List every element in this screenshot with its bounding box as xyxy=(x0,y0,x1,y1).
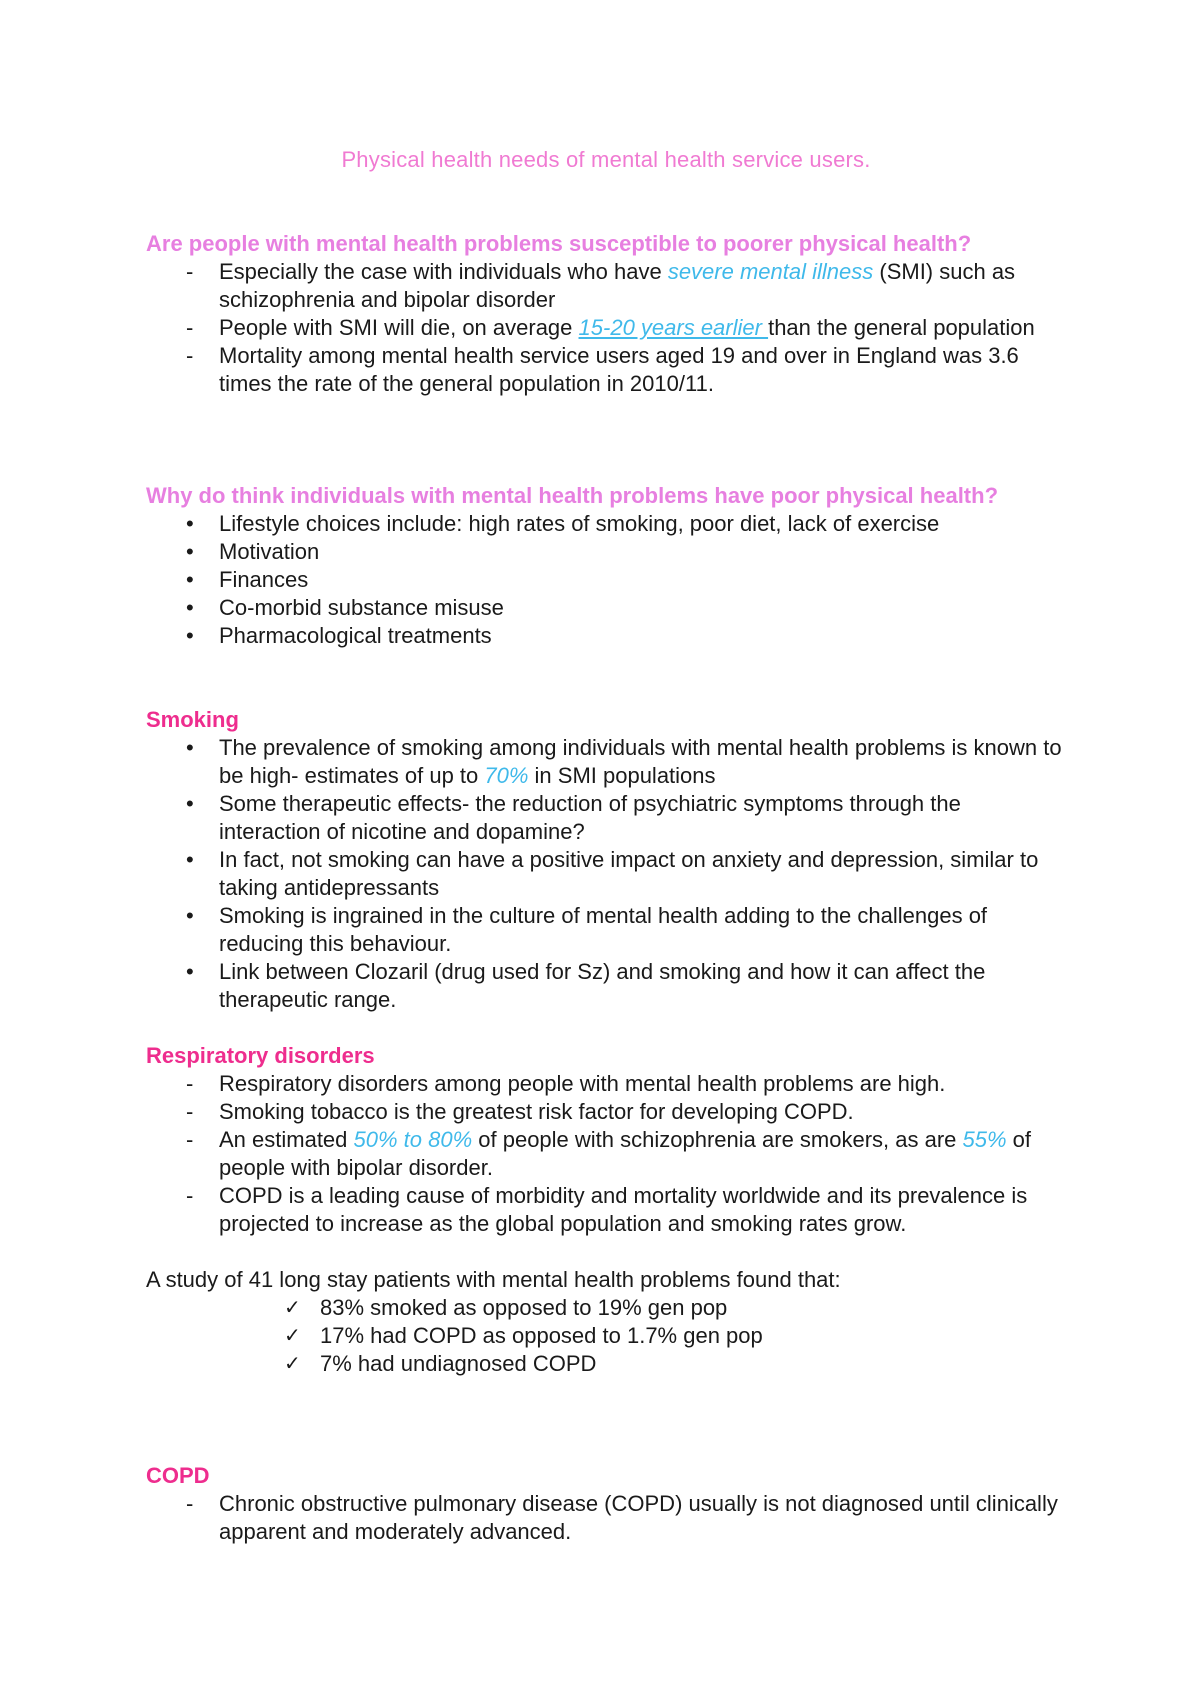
item-text: An estimated xyxy=(219,1127,354,1152)
list-item xyxy=(146,258,1066,314)
list-item xyxy=(146,622,1066,650)
checklist xyxy=(146,1294,1066,1378)
list-item xyxy=(146,566,1066,594)
list-item xyxy=(146,1350,1066,1378)
list-item xyxy=(146,314,1066,342)
highlight-text: 70% xyxy=(484,763,529,788)
item-text: Some therapeutic effects- the reduction of psychiatric symptoms through the interaction of nicotine and dopamine? xyxy=(219,791,961,844)
bullet-marker: • xyxy=(186,903,194,928)
section-heading: COPD xyxy=(146,1463,210,1488)
bullet-marker: • xyxy=(186,847,194,872)
list-item xyxy=(146,958,1066,1014)
dash-marker: - xyxy=(186,1071,194,1096)
item-text: Smoking is ingrained in the culture of mental health adding to the challenges of reducing this behaviour. xyxy=(219,903,988,956)
section-heading: Smoking xyxy=(146,707,239,732)
item-text: Co-morbid substance misuse xyxy=(219,595,504,620)
item-text: 17% had COPD as opposed to 1.7% gen pop xyxy=(320,1323,763,1348)
item-text: Lifestyle choices include: high rates of smoking, poor diet, lack of exercise xyxy=(219,511,940,536)
dash-marker: - xyxy=(186,1127,194,1152)
list-item xyxy=(146,342,1066,398)
document-title: Physical health needs of mental health service users. xyxy=(341,147,871,172)
item-text: Mortality among mental health service users aged 19 and over in England was 3.6 times the rate of the general population in 2010/11. xyxy=(219,343,1019,396)
list-item xyxy=(146,1322,1066,1350)
item-text: Motivation xyxy=(219,539,320,564)
dash-marker: - xyxy=(186,343,194,368)
section-copd xyxy=(146,1462,1066,1546)
section-susceptibility xyxy=(146,230,1066,398)
item-text: Smoking tobacco is the greatest risk factor for developing COPD. xyxy=(219,1099,854,1124)
item-text: Especially the case with individuals who have xyxy=(219,259,668,284)
bullet-marker: • xyxy=(186,959,194,984)
check-icon: ✓ xyxy=(284,1297,301,1319)
section-heading: Respiratory disorders xyxy=(146,1043,375,1068)
item-text: Link between Clozaril (drug used for Sz) and smoking and how it can affect the therapeutic range. xyxy=(219,959,986,1012)
item-text: COPD is a leading cause of morbidity and mortality worldwide and its prevalence is projected to increase as the global population and smoking rates grow. xyxy=(219,1183,1028,1236)
bullet-marker: • xyxy=(186,623,194,648)
section-heading: Why do think individuals with mental health problems have poor physical health? xyxy=(146,483,999,508)
dash-marker: - xyxy=(186,259,194,284)
bullet-marker: • xyxy=(186,595,194,620)
item-text: People with SMI will die, on average xyxy=(219,315,579,340)
bullet-marker: • xyxy=(186,539,194,564)
item-text: 83% smoked as opposed to 19% gen pop xyxy=(320,1295,728,1320)
list-item xyxy=(146,538,1066,566)
item-text: of people with schizophrenia are smokers, as are xyxy=(472,1127,963,1152)
list-item xyxy=(146,1182,1066,1238)
item-text: (SMI) such as schizophrenia and bipolar disorder xyxy=(219,259,1016,312)
highlight-text: 55% xyxy=(962,1127,1007,1152)
item-text: than the general population xyxy=(768,315,1035,340)
dash-marker: - xyxy=(186,315,194,340)
list-item xyxy=(146,1070,1066,1098)
bullet-list xyxy=(146,734,1066,1014)
list-item xyxy=(146,734,1066,790)
list-item xyxy=(146,846,1066,902)
list-item xyxy=(146,1126,1066,1182)
dash-list xyxy=(146,1490,1066,1546)
study-intro: A study of 41 long stay patients with mental health problems found that: xyxy=(146,1267,841,1292)
check-icon: ✓ xyxy=(284,1353,301,1375)
list-item xyxy=(146,1294,1066,1322)
bullet-marker: • xyxy=(186,511,194,536)
item-text: Respiratory disorders among people with mental health problems are high. xyxy=(219,1071,946,1096)
item-text: 7% had undiagnosed COPD xyxy=(320,1351,597,1376)
item-text: in SMI populations xyxy=(528,763,716,788)
item-text: Pharmacological treatments xyxy=(219,623,492,648)
check-icon: ✓ xyxy=(284,1325,301,1347)
section-smoking xyxy=(146,706,1066,1014)
item-text: The prevalence of smoking among individuals with mental health problems is known to be high- estimates of up to xyxy=(219,735,1062,788)
list-item xyxy=(146,1490,1066,1546)
section-reasons xyxy=(146,482,1066,650)
item-text: Finances xyxy=(219,567,309,592)
item-text: Chronic obstructive pulmonary disease (COPD) usually is not diagnosed until clinically apparent and moderately advanced. xyxy=(219,1491,1058,1544)
dash-list xyxy=(146,258,1066,398)
item-text: of people with bipolar disorder. xyxy=(219,1127,1032,1180)
dash-marker: - xyxy=(186,1099,194,1124)
list-item xyxy=(146,790,1066,846)
bullet-marker: • xyxy=(186,735,194,760)
list-item xyxy=(146,510,1066,538)
bullet-marker: • xyxy=(186,567,194,592)
list-item xyxy=(146,902,1066,958)
highlight-text: 50% to 80% xyxy=(353,1127,473,1152)
highlight-text: severe mental illness xyxy=(667,259,874,284)
dash-marker: - xyxy=(186,1491,194,1516)
section-heading: Are people with mental health problems susceptible to poorer physical health? xyxy=(146,231,972,256)
highlight-text: 15-20 years earlier xyxy=(578,315,769,340)
list-item xyxy=(146,1098,1066,1126)
item-text: In fact, not smoking can have a positive impact on anxiety and depression, similar to taking antidepressants xyxy=(219,847,1039,900)
dash-marker: - xyxy=(186,1183,194,1208)
bullet-marker: • xyxy=(186,791,194,816)
section-respiratory xyxy=(146,1042,1066,1378)
dash-list xyxy=(146,1070,1066,1238)
list-item xyxy=(146,594,1066,622)
bullet-list xyxy=(146,510,1066,650)
